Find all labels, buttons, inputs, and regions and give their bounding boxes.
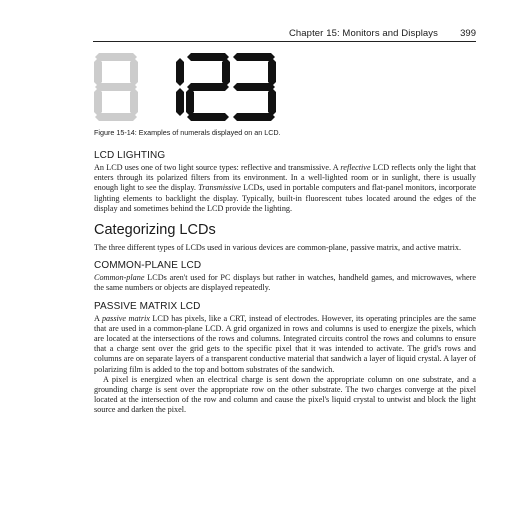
lcd-segment-e (94, 88, 102, 116)
paragraph-passive-matrix-1 (94, 314, 476, 375)
paragraph-lcd-lighting (94, 163, 476, 214)
text-run: LCD has pixels, like a CRT, instead of electrodes. However, its operating principles are the same that are used in a common-plane LCD. A grid organized in rows and columns is used to energize the pixels, which are located at the intersections of the rows and columns. Integrated circuits control the rows and columns to ensure that a charge sent over the grid gets to the specific pixel that it was intended to activate. The grid's rows and columns are on separate layers of a transparent conductive material that sandwich a layer of liquid crystal. A layer of polarizing film is added to the top and bottom substrates of the sandwich. (94, 313, 477, 374)
lcd-digit-1 (176, 58, 184, 116)
lcd-segment-c (176, 88, 184, 116)
italic-term: Common-plane (94, 273, 145, 283)
section-heading-common-plane: COMMON-PLANE LCD (94, 260, 202, 272)
lcd-segment-d (187, 113, 229, 121)
lcd-segment-a (233, 53, 275, 61)
lcd-segment-g (187, 83, 229, 91)
lcd-segment-a (95, 53, 137, 61)
lcd-segment-b (130, 58, 138, 86)
text-run: LCDs aren't used for PC displays but rather in watches, handheld games, and microwaves, where the same numbers or objects are displayed repeatedly. (94, 273, 476, 293)
lcd-digits-graphic (90, 51, 290, 123)
italic-term: reflective (340, 163, 371, 172)
figure-caption: Figure 15-14: Examples of numerals displayed on an LCD. (94, 128, 281, 137)
paragraph-passive-matrix-2: A pixel is energized when an electrical charge is sent down the appropriate column on one substrate, and a grounding charge is sent over the appropriate row on the other substrate. The two charges converge at the pixel located at the intersection of the row and column and cause the pixel's liquid crystal to untwist and block the light source and darken the pixel. (94, 374, 476, 415)
section-heading-passive-matrix: PASSIVE MATRIX LCD (94, 300, 201, 312)
lcd-digit-2 (186, 53, 230, 121)
running-head (93, 27, 476, 42)
chapter-title: Chapter 15: Monitors and Displays (288, 28, 438, 39)
lcd-numerals-figure (90, 51, 290, 123)
page-number: 399 (460, 28, 476, 39)
lcd-digit-8-inactive (94, 53, 138, 121)
lcd-segment-f (94, 58, 102, 86)
lcd-segment-d (95, 113, 137, 121)
lcd-segment-g (95, 83, 137, 91)
text-run: An LCD uses one of two light source types: reflective and transmissive. A (94, 163, 341, 172)
italic-term: Transmissive (198, 183, 241, 193)
lcd-segment-c (130, 88, 138, 116)
lcd-segment-g (233, 83, 275, 91)
lcd-segment-c (268, 88, 276, 116)
body-content (94, 150, 476, 416)
italic-term: passive matrix (101, 313, 150, 323)
lcd-segment-e (186, 88, 194, 116)
lcd-segment-b (176, 58, 184, 86)
section-heading-lcd-lighting: LCD LIGHTING (94, 150, 166, 161)
text-run: A (94, 313, 102, 323)
lcd-segment-b (222, 58, 230, 86)
lcd-digit-3 (233, 53, 276, 121)
lcd-segment-a (187, 53, 229, 61)
text-run: LCDs, used in portable computers and flat-panel monitors, incorporate lighting elements to backlight the display. Typically, built-in fluorescent tubes located around the edges of the display and sometimes behind the LCD provide the lighting. (94, 183, 476, 213)
section-heading-categorizing-lcds: Categorizing LCDs (94, 222, 216, 239)
paragraph-categorizing-lcds: The three different types of LCDs used in various devices are common-plane, passive matrix, and active matrix. (94, 243, 462, 253)
paragraph-common-plane (94, 273, 476, 293)
lcd-segment-d (233, 113, 275, 121)
text-run: LCD reflects only the light that enters through its polarized filters from its environment. In a well-lighted room or in sunlight, there is usually enough light to see the display. (94, 163, 476, 193)
lcd-segment-b (268, 58, 276, 86)
